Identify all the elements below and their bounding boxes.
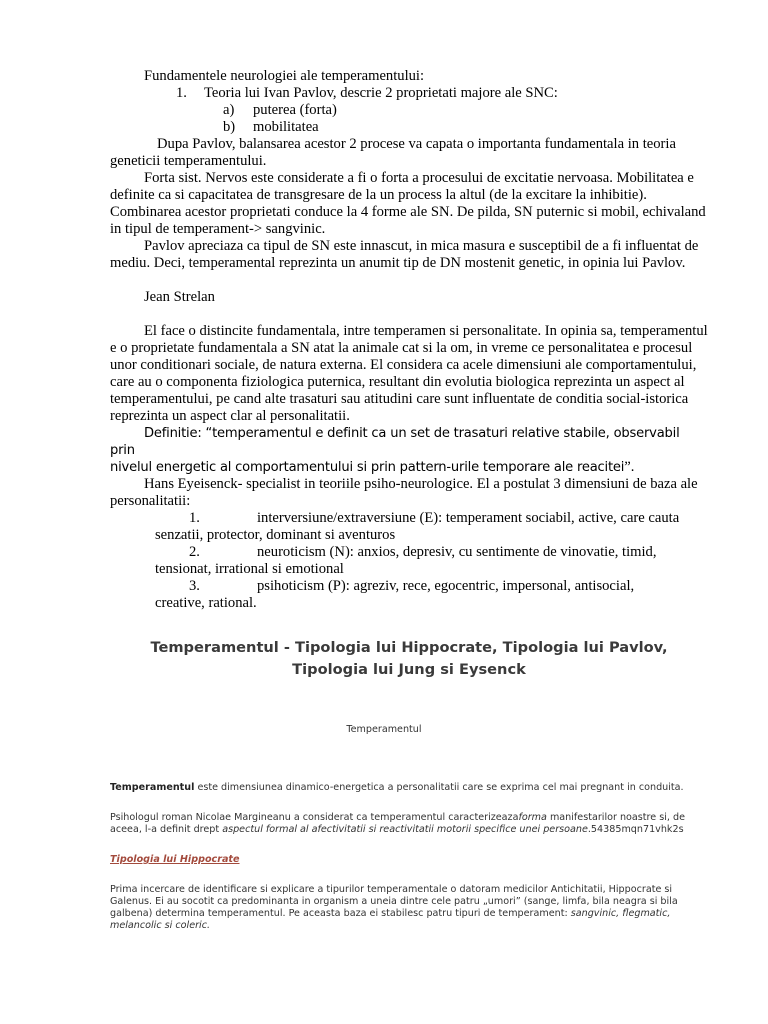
definitie-text-a: Definitie: “temperamentul e definit ca un set de trasaturi relative stabile, observabil prin [110,426,680,458]
hippocrate-heading-link[interactable]: Tipologia lui Hippocrate [110,854,240,865]
sub-label: a) [223,102,235,118]
section-title-line2: Tipologia lui Jung si Eysenck [292,661,526,678]
sub-label: b) [223,119,236,135]
definition-rest: este dimensiunea dinamico-energetica a personalitatii care se exprima cel mai pregnant in conduita. [194,782,684,793]
sub-item-a [110,102,708,119]
heading-fundamentele: Fundamentele neurologiei ale temperamentului: [144,68,425,84]
marg-aspect: aspectul formal al afectivitatii si reactivitatii motorii specifice unei persoane [222,824,588,835]
marg-forma: forma [518,812,547,823]
margineanu-paragraph [110,812,710,836]
eysenck-rest: tensionat, irrational si emotional [155,561,344,577]
definitie-end: ”. [624,459,635,475]
paragraph-forta: Forta sist. Nervos este considerate a fi o forta a procesului de excitatie nervoasa. Mobilitatea e definite ca si capacitatea de transgresare de la un process la altul (de la excitare la inhibitie). Combinarea acestor proprietati conduce la 4 forme ale SN. De pilda, SN puternic si mobil, echivaland in tipul de temperament-> sangvinic. [110,170,706,237]
heading-strelan: Jean Strelan [144,289,215,305]
eysenck-first: psihoticism (P): agreziv, rece, egocentric, impersonal, antisocial, [257,578,635,594]
eysenck-item-1 [110,510,708,544]
paragraph-pavlov: Pavlov apreciaza ca tipul de SN este innascut, in mica masura e susceptibil de a fi influentat de mediu. Deci, temperamental reprezinta un anumit tip de DN mostenit genetic, in opinia lui Pavlov. [110,238,699,271]
document-body [110,68,708,612]
sub-text: puterea (forta) [253,102,337,118]
marg-text-b: manifestarilor noastre si, de aceea, l-a definit drept [110,812,685,835]
sub-item-b [110,119,708,136]
hippocrate-paragraph [110,884,680,932]
marg-code: .54385mqn71vhk2s [587,824,684,835]
list-number: 3. [189,578,200,594]
hip-types: sangvinic, flegmatic, melancolic si coleric. [110,908,671,931]
eysenck-item-3 [110,578,708,612]
list-number: 2. [189,544,200,560]
sub-text: mobilitatea [253,119,319,135]
eysenck-first: interversiune/extraversiune (E): temperament sociabil, active, care cauta [257,510,680,526]
definition-line [110,782,708,794]
paragraph-eysenck: Hans Eyeisenck- specialist in teoriile psiho-neurologice. El a postulat 3 dimensiuni de baza ale personalitatii: [110,476,698,509]
paragraph-balance: Dupa Pavlov, balansarea acestor 2 procese va capata o importanta fundamentala in teoria geneticii temperamentului. [110,136,676,169]
list-item-pavlov [110,85,708,102]
list-text: Teoria lui Ivan Pavlov, descrie 2 proprietati majore ale SNC: [204,85,558,101]
section-title [110,637,708,681]
sub-heading: Temperamentul [346,724,422,735]
hip-text: Prima incercare de identificare si explicare a tipurilor temperamentale o datoram medicilor Antichitatii, Hippocrate si Galenus. Ei au socotit ca predominanta in organism a uneia dintre cele patru „umori” (sange, limfa, bila neagra si bila galbena) determina temperamentul. Pe aceasta baza ei stabilesc patru tipuri de temperament: [110,884,678,919]
paragraph-strelan: El face o distincite fundamentala, intre temperamen si personalitate. In opinia sa, temperamentul e o proprietate fundamentala a SN atat la animale cat si la om, in vreme ce personalitatea e procesul unor conditionari sociale, de natura externa. El considera ca acele dimensiuni ale comportamentului, care au o componenta fiziologica puternica, resultant din evolutia biologica reprezinta un aspect al temperamentului, pe cand alte trasaturi sau atitudini care sunt influentate de conditia social-istorica reprezinta un aspect clar al personalitatii. [110,323,708,424]
section-title-line1: Temperamentul - Tipologia lui Hippocrate, Tipologia lui Pavlov, [150,639,668,656]
list-number: 1. [189,510,200,526]
definitie-cont [110,459,708,476]
definitie-text-b: nivelul energetic al comportamentului si prin pattern-urile temporare ale reacitei [110,460,625,475]
list-number: 1. [176,85,187,101]
eysenck-rest: creative, rational. [155,595,257,611]
eysenck-first: neuroticism (N): anxios, depresiv, cu sentimente de vinovatie, timid, [257,544,657,560]
definitie [110,425,708,459]
eysenck-rest: senzatii, protector, dominant si aventuros [155,527,396,543]
marg-text-a: Psihologul roman Nicolae Margineanu a considerat ca temperamentul caracterizeaza [110,812,519,823]
definition-term: Temperamentul [110,782,195,793]
eysenck-item-2 [110,544,708,578]
